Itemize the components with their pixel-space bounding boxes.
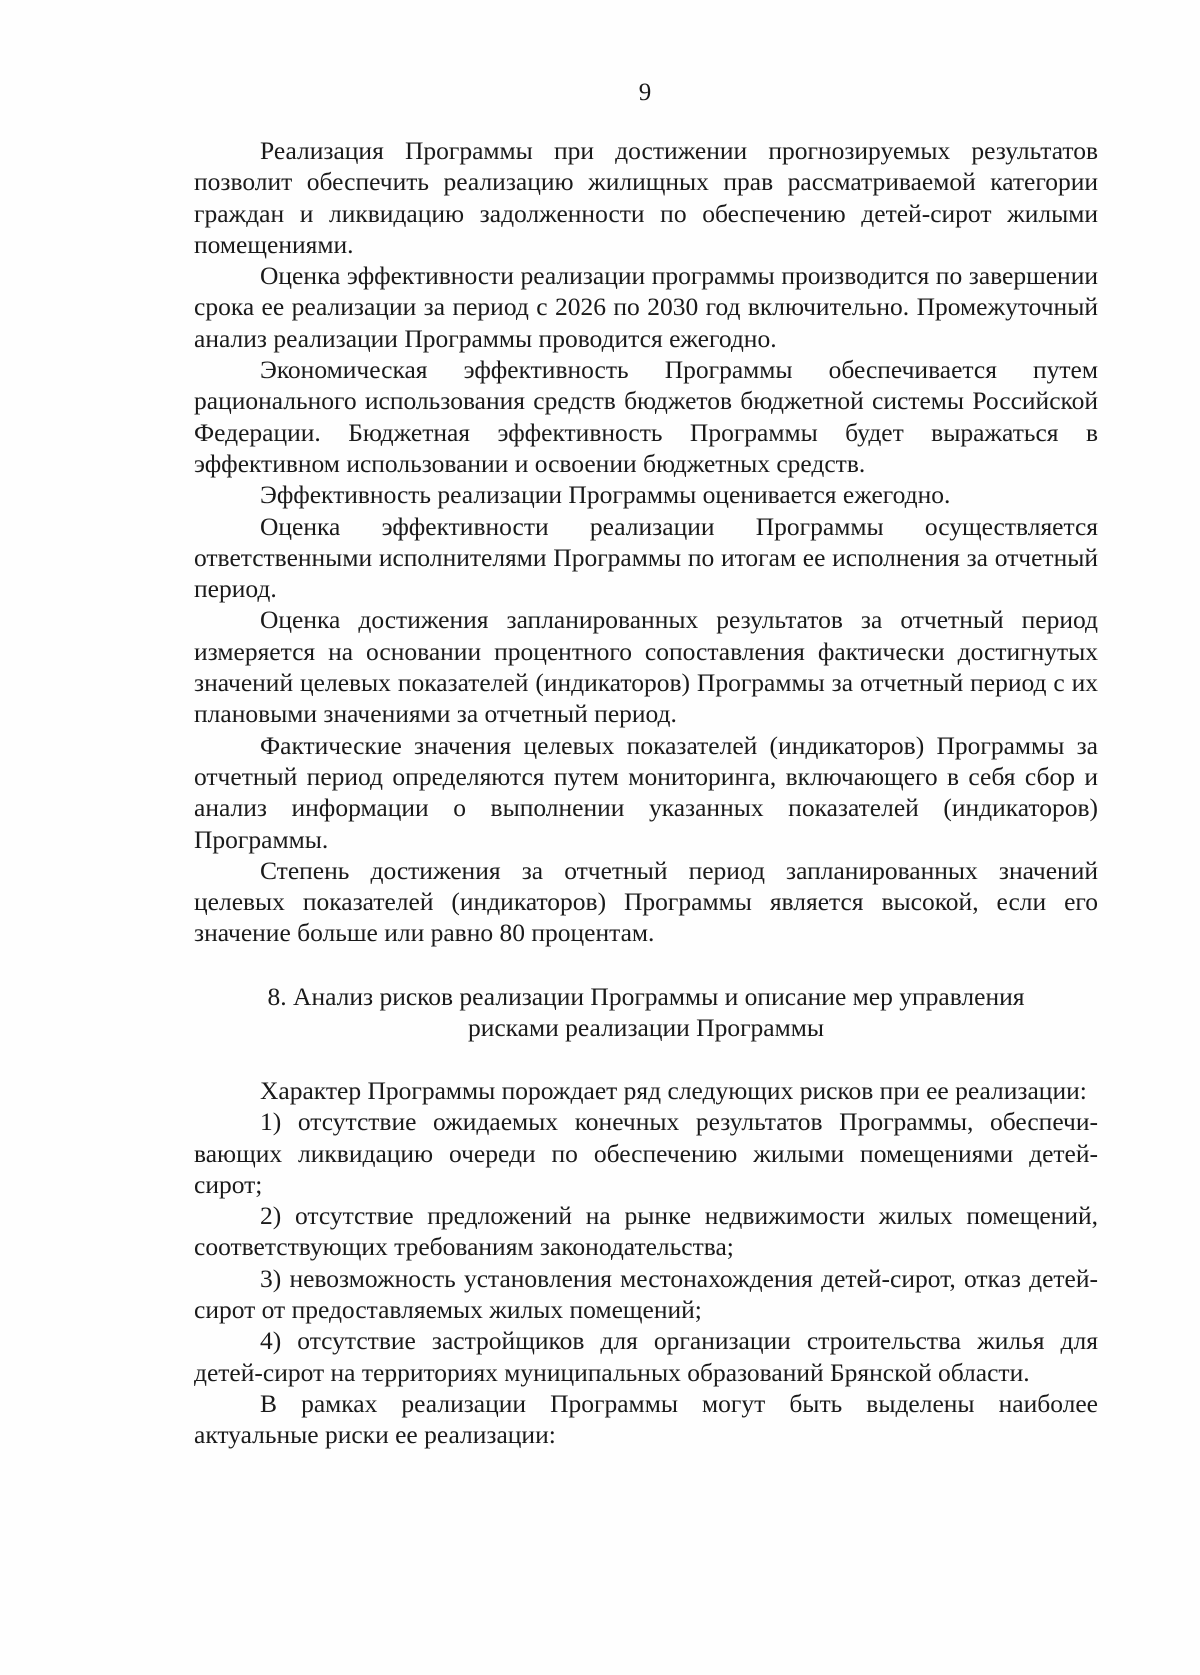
paragraph: Оценка эффективности реализации Программы осуществляется ответственными исполнителями Программы по итогам ее исполнения за отчетный период.	[194, 511, 1098, 604]
paragraph: В рамках реализации Программы могут быть выделены наиболее актуальные риски ее реализации:	[194, 1388, 1098, 1450]
section-heading-line: рисками реализации Программы	[467, 1013, 825, 1043]
paragraph: Оценка достижения запланированных результатов за отчетный период измеряется на основании процентного сопоставления фактически достигнутых значений целевых показателей (индикаторов) Программы за отчетный период с их плановыми значениями за отчетный период.	[194, 605, 1098, 729]
list-item: 4) отсутствие застройщиков для организации строительства жилья для детей-сирот на территориях муниципальных образований Брянской области.	[194, 1326, 1098, 1387]
paragraph: Фактические значения целевых показателей (индикаторов) Программы за отчетный период определяются путем мониторинга, включающего в себя сбор и анализ информации о выполнении указанных показателей (индикаторов) Программы.	[194, 730, 1098, 854]
section-heading	[194, 981, 1098, 1044]
section-text-bottom	[194, 1075, 1098, 1451]
list-item: 3) невозможность установления местонахождения детей-сирот, отказ детей-сирот от предоставляемых жилых помещений;	[194, 1263, 1098, 1325]
paragraph: Степень достижения за отчетный период запланированных значений целевых показателей (индикаторов) Программы является высокой, если его значение больше или равно 80 процентам.	[194, 855, 1098, 948]
section-heading-line: 8. Анализ рисков реализации Программы и описание мер управления	[267, 982, 1025, 1011]
paragraph: Оценка эффективности реализации программы производится по завершении срока ее реализации за период с 2026 по 2030 год включительно. Промежуточный анализ реализации Программы проводится ежегодно.	[194, 261, 1098, 353]
paragraph: Реализация Программы при достижении прогнозируемых результатов позволит обеспечить реализацию жилищных прав рассматриваемой категории граждан и ликвидацию задолженности по обеспечению детей-сирот жилыми помещениями.	[194, 136, 1098, 259]
page-number: 9	[638, 79, 652, 106]
list-item: 1) отсутствие ожидаемых конечных результатов Программы, обеспечивающих ликвидацию очереди по обеспечению жилыми помещениями детей-сирот;	[194, 1107, 1098, 1199]
paragraph: Характер Программы порождает ряд следующих рисков при ее реализации:	[260, 1076, 1087, 1105]
section-text-top	[194, 135, 1098, 949]
list-item: 2) отсутствие предложений на рынке недвижимости жилых помещений, соответствующих требованиям законодательства;	[194, 1201, 1098, 1262]
paragraph: Экономическая эффективность Программы обеспечивается путем рационального использования средств бюджетов бюджетной системы Российской Федерации. Бюджетная эффективность Программы будет выражаться в эффективном использовании и освоении бюджетных средств.	[194, 355, 1098, 478]
paragraph: Эффективность реализации Программы оценивается ежегодно.	[260, 480, 951, 510]
